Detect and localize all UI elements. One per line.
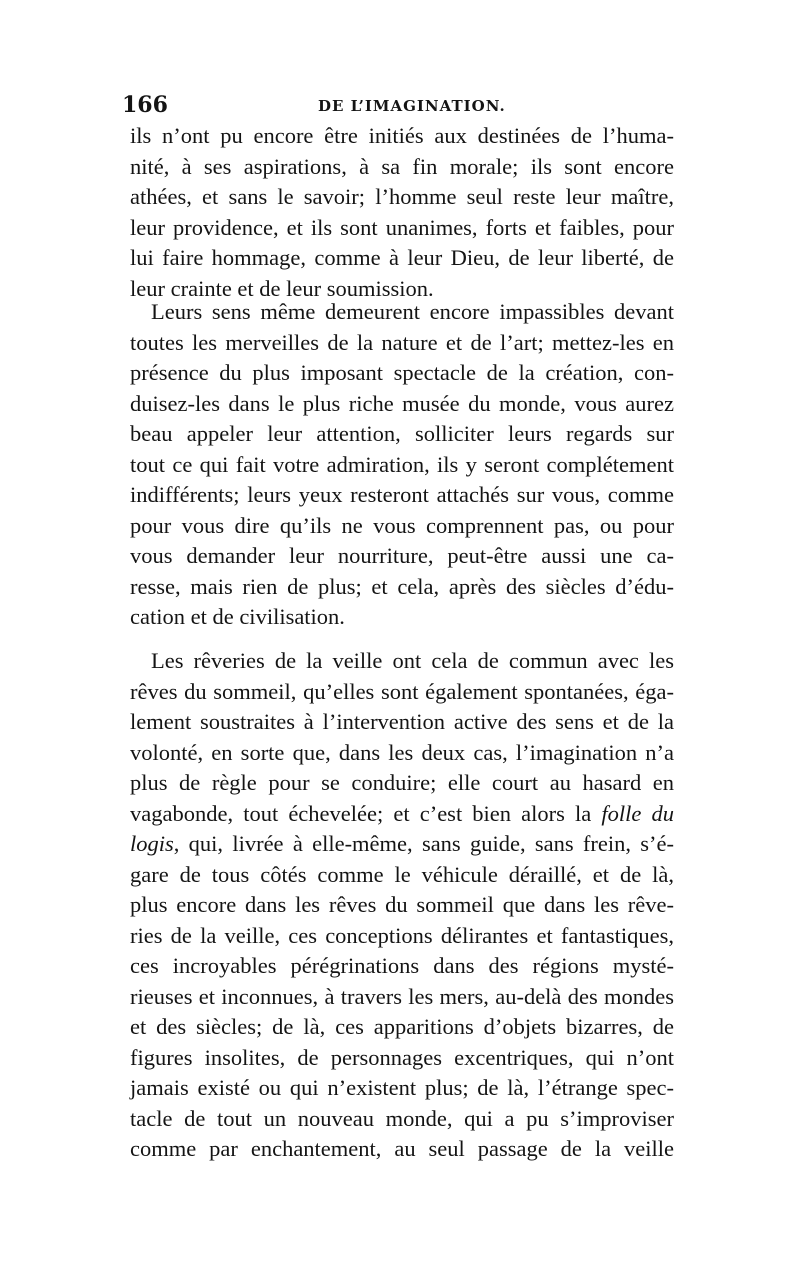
text-line: beau appeler leur attention, solliciter leurs regards sur — [130, 421, 674, 446]
text-line: ries de la veille, ces conceptions délirantes et fantastiques, — [130, 922, 674, 948]
text-line: Leurs sens même demeurent encore impassibles devant — [151, 299, 674, 324]
text-line: jamais existé ou qui n’existent plus; de là, l’étrange spec- — [130, 1075, 674, 1100]
italic-phrase: folle du — [601, 800, 674, 826]
text-line: resse, mais rien de plus; et cela, après des siècles d’édu- — [130, 573, 674, 599]
text-line: pour vous dire qu’ils ne vous comprennent pas, ou pour — [130, 512, 674, 538]
text-line: présence du plus imposant spectacle de la création, con- — [130, 360, 674, 385]
text-line: vous demander leur nourriture, peut-être aussi une ca- — [130, 543, 674, 568]
paragraph-2 — [130, 297, 674, 633]
text-fragment: , qui, livrée à elle-même, sans guide, sans frein, s’é- — [173, 831, 674, 856]
running-head — [122, 92, 682, 118]
text-line: plus encore dans les rêves du sommeil que dans les rêve- — [130, 892, 674, 917]
paragraph-3 — [130, 646, 674, 1165]
text-line: ils n’ont pu encore être initiés aux destinées de l’huma- — [130, 123, 674, 148]
text-line: cation et de civilisation. — [130, 604, 345, 629]
text-line: plus de règle pour se conduire; elle court au hasard en — [130, 770, 674, 795]
text-line: volonté, en sorte que, dans les deux cas, l’imagination n’a — [130, 739, 674, 765]
paragraph-1 — [130, 121, 674, 304]
text-line — [130, 799, 674, 830]
text-line: gare de tous côtés comme le véhicule déraillé, et de là, — [130, 861, 674, 887]
text-line: leur providence, et ils sont unanimes, forts et faibles, pour — [130, 214, 674, 240]
text-line — [130, 829, 674, 860]
text-line: indifférents; leurs yeux resteront attachés sur vous, comme — [130, 482, 674, 507]
text-line: rieuses et inconnues, à travers les mers, au-delà des mondes — [130, 983, 674, 1009]
text-line: ces incroyables pérégrinations dans des régions mysté- — [130, 953, 674, 978]
text-fragment: vagabonde, tout échevelée; et c’est bien alors la — [130, 800, 592, 826]
running-title: DE L’IMAGINATION. — [318, 97, 506, 115]
text-line: comme par enchantement, au seul passage de la veille — [130, 1136, 674, 1161]
text-line: nité, à ses aspirations, à sa fin morale; ils sont encore — [130, 153, 674, 179]
text-line: et des siècles; de là, ces apparitions d’objets bizarres, de — [130, 1014, 674, 1039]
text-line: duisez-les dans le plus riche musée du monde, vous aurez — [130, 390, 674, 416]
italic-phrase: logis — [130, 831, 174, 856]
text-line: figures insolites, de personnages excentriques, qui n’ont — [130, 1044, 674, 1070]
text-line: athées, et sans le savoir; l’homme seul reste leur maître, — [130, 184, 674, 209]
text-line: lement soustraites à l’intervention active des sens et de la — [130, 709, 674, 734]
text-line: tacle de tout un nouveau monde, qui a pu s’improviser — [130, 1105, 674, 1131]
text-line: toutes les merveilles de la nature et de l’art; mettez-les en — [130, 329, 674, 355]
text-line: tout ce qui fait votre admiration, ils y seront complétement — [130, 451, 674, 477]
text-line: Les rêveries de la veille ont cela de commun avec les — [151, 648, 674, 673]
text-line: leur crainte et de leur soumission. — [130, 275, 434, 301]
text-line: lui faire hommage, comme à leur Dieu, de leur liberté, de — [130, 245, 674, 270]
text-line: rêves du sommeil, qu’elles sont également spontanées, éga- — [130, 678, 674, 704]
page-number: 166 — [122, 92, 168, 118]
